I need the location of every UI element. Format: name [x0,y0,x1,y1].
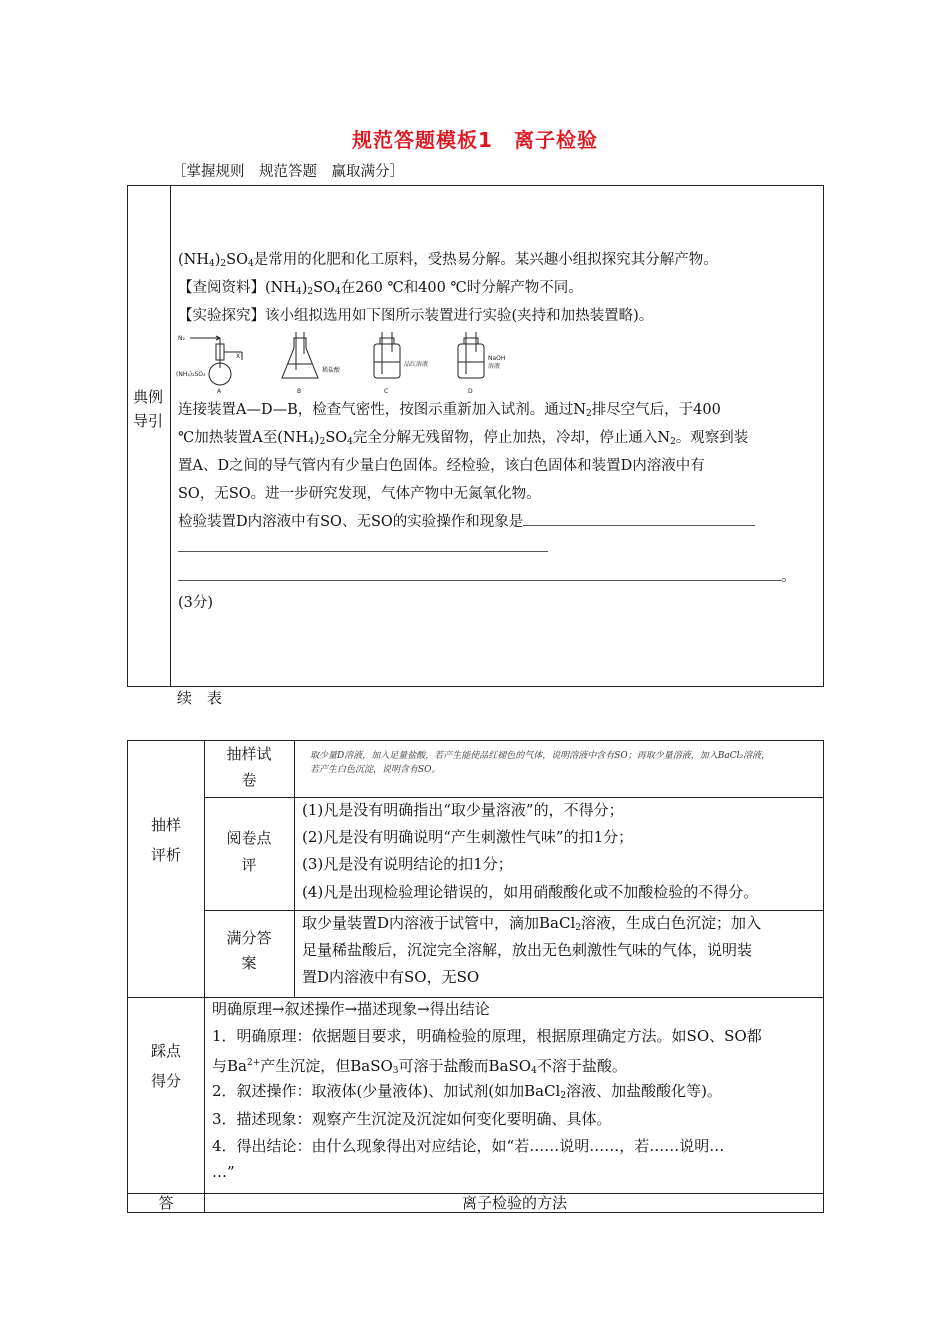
points-item-2: 2．叙述操作：取液体(少量液体)、加试剂(如加BaCl$_2$溶液、加盐酸酸化等)。 [212,1082,722,1101]
paper-label: 抽样试卷 [226,745,272,789]
points-item-1a: 1．明确原理：依据题目要求，明确检验的原理，根据原理确定方法。如SO、SO都 [212,1027,762,1045]
handwriting-line-2: 若产生白色沉淀，说明含有SO。 [310,765,441,775]
apparatus-figure [176,330,516,396]
points-item-3: 3．描述现象：观察产生沉淀及沉淀如何变化要明确、具体。 [212,1110,612,1128]
example-line-1: $(NH_4)_2SO_4$是常用的化肥和化工原料，受热易分解。某兴趣小组拟探究其分解产物。 [178,252,718,269]
review-item-4: (4)凡是出现检验理论错误的，如用硝酸酸化或不加酸检验的不得分。 [302,883,759,901]
answer-blank-1[interactable] [523,511,755,526]
apparatus-label-a: A [217,388,222,395]
answer-blank-2[interactable] [178,537,548,552]
apparatus-d-reagent-2: 溶液 [488,363,501,370]
example-para-2: ℃加热装置A至$(NH_4)_2SO_4$完全分解无残留物，停止加热，冷却，停止通入$N_2$。观察到装 [178,430,749,447]
points-item-1b: 与$Ba^{2+}$产生沉淀，但BaSO$_3$可溶于盐酸而BaSO$_4$不溶于盐酸。 [212,1057,627,1076]
answer-row-label: 答 [158,1194,174,1212]
apparatus-d-reagent-1: NaOH [488,355,506,362]
review-item-1: (1)凡是没有明确指出“取少量溶液”的，不得分； [302,801,624,819]
example-para-3: 置A、D之间的导气管内有少量白色固体。经检验，该白色固体和装置D内溶液中有 [178,458,705,474]
apparatus-b-reagent: 稀盐酸 [322,367,341,374]
example-para-4: SO，无SO。进一步研究发现，气体产物中无氮氧化物。 [178,486,541,502]
points-flow: 明确原理→叙述操作→描述现象→得出结论 [212,1000,490,1018]
example-label: 典例导引 [132,388,163,430]
answer-row-content: 离子检验的方法 [461,1194,567,1212]
answer-line-3: 置D内溶液中有SO，无SO [302,968,480,986]
apparatus-c-reagent: 品红溶液 [404,361,429,368]
review-label: 阅卷点评 [226,829,272,874]
example-divider [170,185,171,687]
apparatus-gas-label: N₂ [178,335,185,342]
answer-line-2: 足量稀盐酸后，沉淀完全溶解，放出无色刺激性气味的气体，说明装 [302,941,753,959]
example-line-2: 【查阅资料】$(NH_4)_2SO_4$在260 ℃和400 ℃时分解产物不同。 [178,280,583,297]
apparatus-label-d: D [468,388,473,395]
points-item-4b: …” [212,1163,235,1181]
answer-label: 满分答案 [226,929,272,972]
review-item-2: (2)凡是没有明确说明“产生刺激性气味”的扣1分； [302,828,634,846]
points-label: 踩点得分 [150,1042,181,1090]
answer-line-1: 取少量装置D内溶液于试管中，滴加BaCl$_2$溶液，生成白色沉淀；加入 [302,914,762,933]
example-line-3: 【实验探究】该小组拟选用如下图所示装置进行实验(夹持和加热装置略)。 [178,308,654,324]
example-question: 检验装置D内溶液中有SO、无SO的实验操作和现象是 [178,511,755,532]
page-title: 规范答题模板1 离子检验 [352,128,598,152]
apparatus-label-c: C [384,388,389,395]
answer-blank-line-3: 。 [178,566,796,587]
review-item-3: (3)凡是没有说明结论的扣1分； [302,855,513,873]
apparatus-label-b: B [297,388,302,395]
subtitle: ［掌握规则 规范答题 赢取满分］ [172,164,404,180]
answer-blank-3[interactable] [178,566,781,581]
continued-label: 续 表 [177,689,223,707]
apparatus-a-reagent: (NH₄)₂SO₄ [176,371,206,378]
example-para-1: 连接装置A—D—B，检查气密性，按图示重新加入试剂。通过$N_2$排尽空气后，于400 [178,402,721,419]
points-item-4a: 4．得出结论：由什么现象得出对应结论，如“若……说明……，若……说明… [212,1137,725,1155]
apparatus-x-label: X [236,353,241,360]
handwriting-line-1: 取少量D溶液，加入足量盐酸，若产生能使品红褪色的气体，说明溶液中含有SO；再取少量溶液，加入BaCl₂溶液， [310,751,771,761]
sample-label: 抽样评析 [150,816,181,864]
example-score: (3分) [178,595,214,611]
